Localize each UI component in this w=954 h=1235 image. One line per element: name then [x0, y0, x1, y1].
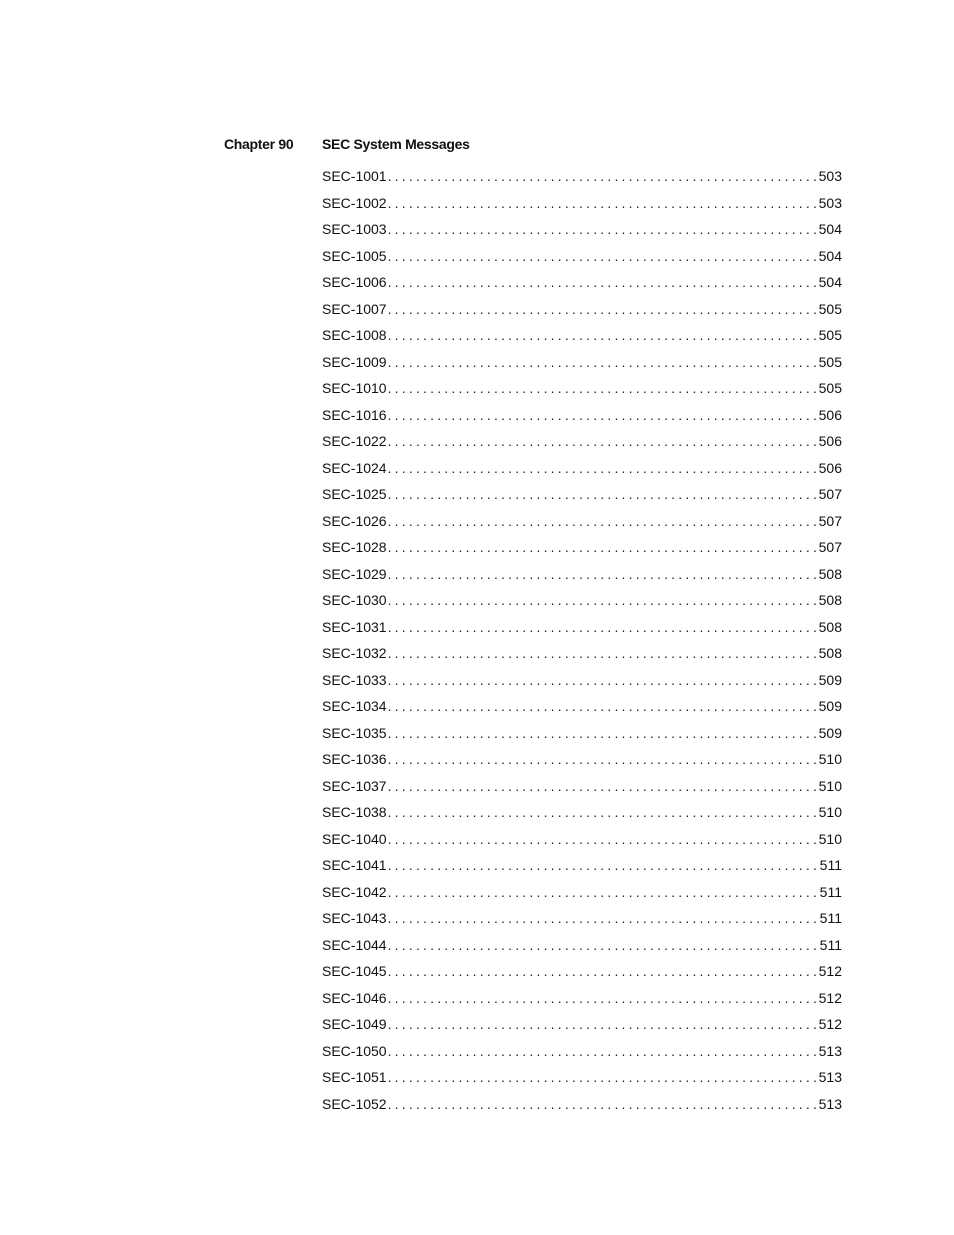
toc-entry-code: SEC-1028: [322, 539, 387, 555]
toc-dot-leader: [388, 428, 818, 455]
toc-entry[interactable]: [322, 481, 842, 508]
toc-dot-leader: [388, 534, 818, 561]
toc-entry-code: SEC-1052: [322, 1095, 387, 1112]
toc-dot-leader: [388, 1064, 818, 1091]
toc-dot-leader: [388, 614, 818, 641]
toc-dot-leader: [388, 640, 818, 667]
toc-entry-code: SEC-1016: [322, 406, 387, 423]
toc-dot-leader: [388, 190, 818, 217]
toc-entry-page: 508: [818, 645, 842, 661]
toc-entry-code: SEC-1043: [322, 910, 387, 926]
toc-dot-leader: [388, 296, 818, 323]
toc-entry[interactable]: [322, 587, 842, 614]
toc-entry-page: 504: [818, 274, 842, 290]
toc-entry[interactable]: [322, 958, 842, 985]
toc-entry-page: 507: [818, 512, 842, 529]
toc-entry-code: SEC-1002: [322, 194, 387, 211]
toc-entry[interactable]: [322, 455, 842, 482]
toc-entry[interactable]: [322, 773, 842, 800]
toc-entry-page: 510: [818, 830, 842, 847]
toc-entry-page: 503: [818, 194, 842, 211]
toc-entry-page: 513: [818, 1069, 842, 1085]
toc-entry-page: 511: [819, 857, 842, 873]
toc-entry-page: 510: [818, 804, 842, 820]
toc-entry-code: SEC-1049: [322, 1016, 387, 1032]
toc-entry[interactable]: [322, 852, 842, 879]
toc-entry-code: SEC-1005: [322, 247, 387, 264]
toc-entry-page: 505: [818, 300, 842, 317]
toc-entry[interactable]: [322, 561, 842, 588]
toc-entry-page: 509: [818, 698, 842, 714]
toc-dot-leader: [388, 216, 818, 243]
toc-dot-leader: [388, 587, 818, 614]
toc-dot-leader: [388, 349, 818, 376]
toc-entry[interactable]: [322, 349, 842, 376]
toc-entry-code: SEC-1037: [322, 777, 387, 794]
toc-entry-code: SEC-1030: [322, 592, 387, 608]
toc-entry-code: SEC-1009: [322, 353, 387, 370]
toc-dot-leader: [388, 932, 819, 959]
toc-dot-leader: [388, 773, 818, 800]
toc-entry-code: SEC-1045: [322, 963, 387, 979]
toc-entry-page: 509: [818, 671, 842, 688]
toc-entry-code: SEC-1050: [322, 1042, 387, 1059]
toc-entry-code: SEC-1031: [322, 618, 387, 635]
toc-entry[interactable]: [322, 667, 842, 694]
toc-entry[interactable]: [322, 746, 842, 773]
toc-dot-leader: [388, 322, 818, 349]
toc-entry-code: SEC-1010: [322, 380, 387, 396]
toc-dot-leader: [388, 561, 818, 588]
toc-dot-leader: [388, 667, 818, 694]
chapter-label: Chapter 90: [224, 136, 294, 152]
toc-entry-code: SEC-1038: [322, 804, 387, 820]
toc-entry-code: SEC-1026: [322, 512, 387, 529]
toc-entry-code: SEC-1041: [322, 857, 387, 873]
toc-entry[interactable]: [322, 932, 842, 959]
toc-entry[interactable]: [322, 296, 842, 323]
toc-entry-page: 512: [818, 963, 842, 979]
toc-entry-code: SEC-1035: [322, 724, 387, 741]
toc-entry[interactable]: [322, 640, 842, 667]
toc-list: [322, 163, 842, 1117]
toc-entry[interactable]: [322, 216, 842, 243]
toc-dot-leader: [388, 958, 818, 985]
toc-dot-leader: [388, 879, 819, 906]
toc-entry-page: 511: [819, 910, 842, 926]
toc-dot-leader: [388, 269, 818, 296]
toc-dot-leader: [388, 1038, 818, 1065]
toc-entry-page: 505: [818, 353, 842, 370]
toc-entry[interactable]: [322, 799, 842, 826]
toc-entry-page: 511: [819, 936, 842, 953]
toc-dot-leader: [388, 693, 818, 720]
toc-entry-page: 508: [818, 565, 842, 582]
toc-entry-page: 507: [818, 486, 842, 502]
toc-entry[interactable]: [322, 826, 842, 853]
toc-entry[interactable]: [322, 693, 842, 720]
toc-entry-code: SEC-1044: [322, 936, 387, 953]
toc-entry-page: 505: [818, 380, 842, 396]
toc-entry-code: SEC-1040: [322, 830, 387, 847]
toc-entry-page: 505: [818, 327, 842, 343]
toc-entry[interactable]: [322, 243, 842, 270]
toc-dot-leader: [388, 481, 818, 508]
chapter-title: SEC System Messages: [322, 136, 470, 152]
toc-dot-leader: [388, 1011, 818, 1038]
toc-entry-code: SEC-1024: [322, 459, 387, 476]
toc-entry-page: 510: [818, 777, 842, 794]
toc-entry[interactable]: [322, 322, 842, 349]
toc-entry[interactable]: [322, 1038, 842, 1065]
toc-dot-leader: [388, 985, 818, 1012]
toc-entry-code: SEC-1008: [322, 327, 387, 343]
toc-entry-page: 509: [818, 724, 842, 741]
toc-entry[interactable]: [322, 1064, 842, 1091]
toc-entry-code: SEC-1042: [322, 883, 387, 900]
toc-entry-code: SEC-1029: [322, 565, 387, 582]
toc-entry-code: SEC-1022: [322, 433, 387, 449]
toc-entry[interactable]: [322, 508, 842, 535]
toc-entry-page: 506: [818, 459, 842, 476]
toc-entry[interactable]: [322, 905, 842, 932]
toc-entry-page: 503: [818, 168, 842, 184]
toc-entry-page: 504: [818, 221, 842, 237]
toc-dot-leader: [388, 1091, 818, 1118]
toc-entry[interactable]: [322, 1011, 842, 1038]
toc-entry-code: SEC-1001: [322, 168, 387, 184]
toc-entry[interactable]: [322, 720, 842, 747]
toc-dot-leader: [388, 799, 818, 826]
toc-entry-page: 504: [818, 247, 842, 264]
toc-entry[interactable]: [322, 190, 842, 217]
toc-entry-page: 506: [818, 433, 842, 449]
toc-entry-page: 510: [818, 751, 842, 767]
toc-entry-code: SEC-1033: [322, 671, 387, 688]
toc-entry-page: 506: [818, 406, 842, 423]
toc-dot-leader: [388, 455, 818, 482]
toc-entry-page: 512: [818, 1016, 842, 1032]
chapter-heading: [224, 136, 844, 156]
toc-entry[interactable]: [322, 879, 842, 906]
toc-entry-code: SEC-1046: [322, 989, 387, 1006]
toc-entry-code: SEC-1025: [322, 486, 387, 502]
toc-dot-leader: [388, 402, 818, 429]
toc-dot-leader: [388, 720, 818, 747]
toc-entry[interactable]: [322, 375, 842, 402]
toc-dot-leader: [388, 243, 818, 270]
toc-dot-leader: [388, 852, 819, 879]
toc-entry-page: 507: [818, 539, 842, 555]
toc-entry[interactable]: [322, 614, 842, 641]
toc-entry-code: SEC-1036: [322, 751, 387, 767]
toc-entry[interactable]: [322, 402, 842, 429]
toc-entry-page: 513: [818, 1042, 842, 1059]
toc-dot-leader: [388, 375, 818, 402]
toc-entry[interactable]: [322, 163, 842, 190]
toc-entry-page: 512: [818, 989, 842, 1006]
toc-entry-page: 508: [818, 618, 842, 635]
toc-entry[interactable]: [322, 1091, 842, 1118]
toc-entry[interactable]: [322, 269, 842, 296]
toc-entry[interactable]: [322, 534, 842, 561]
toc-entry-page: 508: [818, 592, 842, 608]
toc-dot-leader: [388, 826, 818, 853]
toc-dot-leader: [388, 163, 818, 190]
toc-entry[interactable]: [322, 428, 842, 455]
toc-entry-code: SEC-1003: [322, 221, 387, 237]
toc-entry-code: SEC-1006: [322, 274, 387, 290]
toc-entry-code: SEC-1034: [322, 698, 387, 714]
toc-entry-page: 511: [819, 883, 842, 900]
toc-dot-leader: [388, 508, 818, 535]
toc-entry-code: SEC-1051: [322, 1069, 387, 1085]
toc-dot-leader: [388, 746, 818, 773]
toc-entry[interactable]: [322, 985, 842, 1012]
toc-entry-code: SEC-1007: [322, 300, 387, 317]
toc-dot-leader: [388, 905, 819, 932]
toc-entry-page: 513: [818, 1095, 842, 1112]
toc-entry-code: SEC-1032: [322, 645, 387, 661]
